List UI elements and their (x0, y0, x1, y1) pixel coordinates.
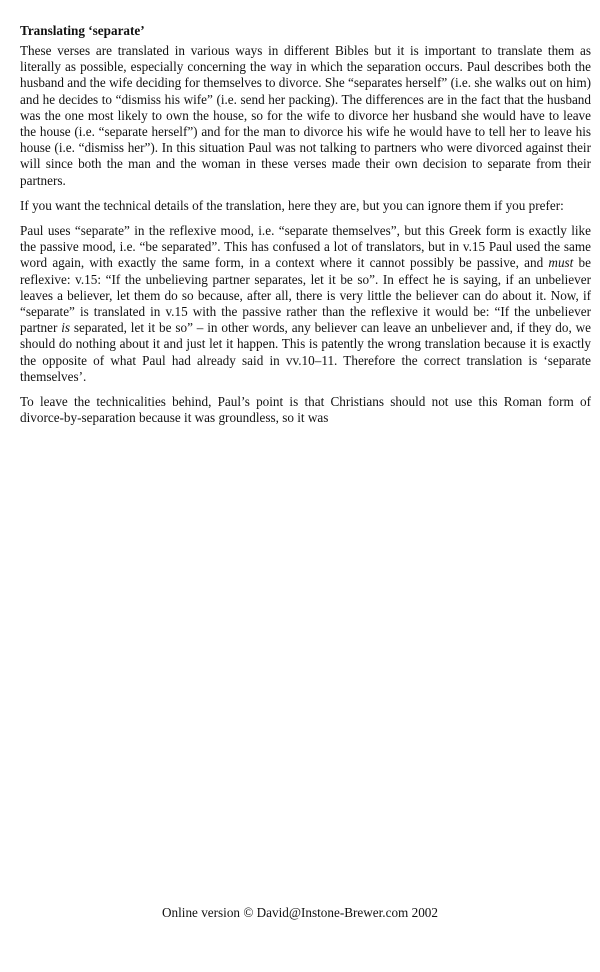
paragraph-technical-details (20, 223, 591, 385)
document-body (20, 22, 591, 435)
paragraph-technical-intro: If you want the technical details of the translation, here they are, but you can ignore them if you prefer: (20, 197, 564, 213)
section-heading: Translating ‘separate’ (20, 23, 145, 38)
technical-text-part-1: Paul uses “separate” in the reflexive mood, i.e. “separate themselves”, but this Greek form is exactly like the passive mood, i.e. “be separated”. This has confused a lot of translators, but in v.15 Paul used the same word again, with exactly the same form, in a context where it cannot possibly be passive, and (20, 223, 591, 271)
emphasis-must: must (548, 255, 574, 271)
technical-text-part-2: be reflexive: v.15: “If the unbelieving partner separates, let it be so”. In effect he is saying, if an unbeliever leaves a believer, let them do so because, after all, there is very little the believer can do about it. Now, if “separate” is translated in v.15 with the passive rather than the reflexive it would be: “If the unbeliever partner (20, 255, 592, 336)
paragraph-closing: To leave the technicalities behind, Paul’s point is that Christians should not use this Roman form of divorce-by-separation because it was groundless, so it was (20, 394, 591, 426)
emphasis-is: is (61, 320, 70, 336)
paragraph-separation-intro: These verses are translated in various ways in different Bibles but it is important to translate them as literally as possible, especially concerning the way in which the separation occurs. Paul describes both the husband and the wife deciding for themselves to divorce. She “separates herself” (i.e. she walks out on him) and he decides to “dismiss his wife” (i.e. send her packing). The differences are in the fact that the husband was the one most likely to own the house, so for the wife to divorce her husband she would have to leave the house (i.e. “separate herself”) and for the man to divorce his wife he would have to tell her to leave his house (i.e. “dismiss her”). In this situation Paul was not talking to partners who were divorced against their will since both the man and the woman in these verses made their own decision to separate from their partners. (20, 43, 591, 188)
page-footer: Online version © David@Instone-Brewer.com 2002 (162, 905, 438, 920)
technical-text-part-3: separated, let it be so” – in other words, any believer can leave an unbeliever and, if they do, we should do nothing about it and just let it happen. This is patently the wrong translation because it is exactly the opposite of what Paul had already said in vv.10–11. Therefore the correct translation is ‘separate themselves’. (20, 320, 591, 384)
